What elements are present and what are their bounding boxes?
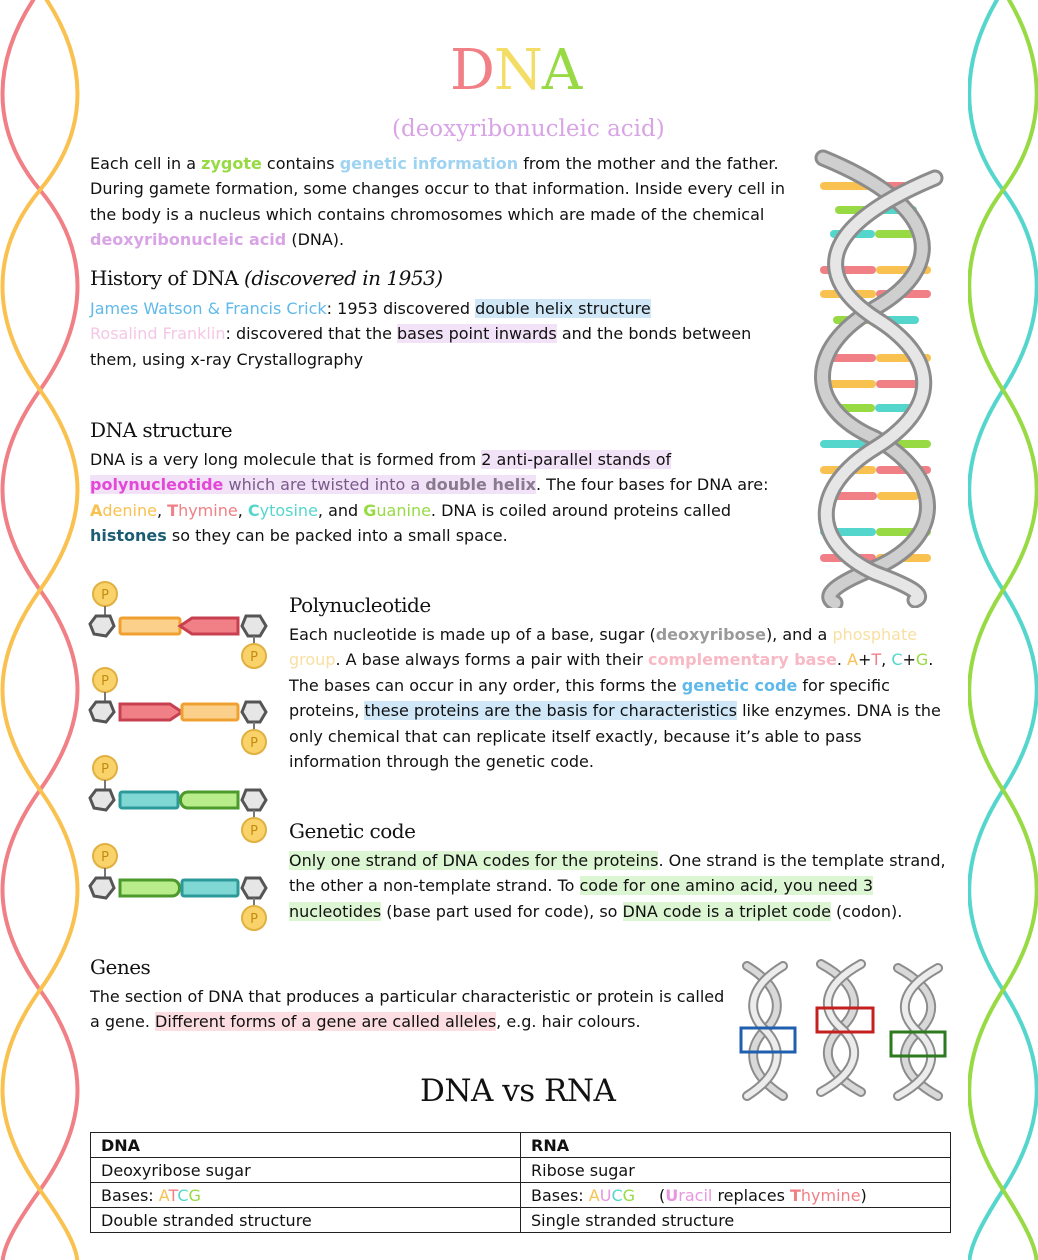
- phosphate-label: P: [250, 912, 258, 927]
- nucleotide-pair-4: [90, 844, 266, 930]
- term-zygote: zygote: [201, 154, 262, 173]
- table-cell: Ribose sugar: [521, 1158, 951, 1183]
- structure-text: . The four bases for DNA are:: [536, 475, 769, 495]
- table-cell: Deoxyribose sugar: [91, 1158, 521, 1183]
- phosphate-label: P: [101, 588, 109, 603]
- polynucleotide-text: like enzymes. DNA is the only chemical that can replicate itself exactly, because it’s able to pass information through the genetic code.: [289, 701, 941, 772]
- replaces-text: replaces: [712, 1185, 790, 1205]
- uracil-rest: racil: [678, 1185, 713, 1205]
- nucleotide-pair-2: [90, 668, 266, 754]
- intro-paragraph: [90, 151, 795, 253]
- base-guanine-initial: G: [363, 500, 377, 520]
- title-letter-a: A: [541, 38, 582, 103]
- term-genetic-information: genetic information: [339, 154, 519, 173]
- polynucleotide-heading: Polynucleotide: [289, 593, 431, 617]
- term-phosphate-group: phosphate group: [289, 625, 918, 670]
- pair-t: T: [871, 650, 882, 670]
- history-heading-text: History of DNA: [90, 266, 245, 290]
- highlight-bases-inwards: bases point inwards: [397, 324, 557, 344]
- table-row: [91, 1183, 951, 1208]
- highlight-three-nucleotides: code for one amino acid, you need 3 nucleotides: [289, 876, 874, 921]
- highlight-triplet-code: DNA code is a triplet code: [622, 901, 831, 921]
- bases-label: Bases:: [531, 1185, 589, 1205]
- table-cell: Single stranded structure: [521, 1208, 951, 1233]
- intro-text: Each cell in a: [90, 154, 202, 173]
- phosphate-label: P: [101, 850, 109, 865]
- genetic-code-text: (codon).: [830, 901, 903, 921]
- left-wave-decoration: [0, 0, 80, 1260]
- helix-allele-2: [817, 964, 873, 1092]
- highlight-alleles: Different forms of a gene are called alleles: [155, 1012, 497, 1032]
- base-adenine-initial: A: [90, 500, 103, 520]
- title-letter-d: D: [450, 38, 494, 103]
- separator: ,: [881, 650, 892, 670]
- intro-text: (DNA).: [286, 230, 345, 250]
- base-cytosine-initial: C: [247, 500, 260, 520]
- genes-paragraph: [90, 984, 730, 1035]
- phosphate-label: P: [250, 824, 258, 839]
- table-row: [91, 1133, 951, 1158]
- genes-alleles-illustration: [735, 958, 955, 1103]
- nucleotide-pair-3: [90, 756, 266, 842]
- genetic-code-paragraph: [289, 848, 954, 924]
- separator: , and: [317, 500, 364, 520]
- pair-g: G: [915, 650, 929, 670]
- phosphate-label: P: [101, 674, 109, 689]
- highlight-double-helix: double helix structure: [475, 299, 651, 318]
- term-deoxyribose: deoxyribose: [655, 625, 766, 644]
- thymine-rest: hymine: [800, 1185, 861, 1205]
- pair-plus: +: [902, 650, 916, 670]
- genes-text: , e.g. hair colours.: [496, 1012, 641, 1032]
- base-g: G: [188, 1185, 201, 1205]
- phosphate-label: P: [101, 762, 109, 777]
- history-heading-date: (discovered in 1953): [244, 266, 443, 290]
- highlight-proteins-characteristics: these proteins are the basis for characteristics: [364, 701, 738, 721]
- paren: ): [860, 1185, 867, 1205]
- right-wave-decoration: [968, 0, 1038, 1260]
- term-complementary-base: complementary base: [648, 650, 837, 670]
- comparison-heading: DNA vs RNA: [420, 1073, 616, 1109]
- genes-heading: Genes: [90, 955, 151, 979]
- helix-allele-1: [741, 966, 795, 1096]
- table-cell-dna-bases: [91, 1183, 521, 1208]
- pair-a: A: [847, 650, 858, 670]
- base-a: A: [158, 1185, 169, 1205]
- genetic-code-text: . One strand is the template strand, the other a non-template strand. To: [289, 851, 946, 896]
- polynucleotide-text: Each nucleotide is made up of a base, sugar (: [289, 625, 656, 644]
- polynucleotide-text: for specific proteins,: [289, 675, 890, 721]
- polynucleotide-text: ), and a: [765, 625, 833, 644]
- structure-paragraph: [90, 447, 795, 549]
- term-genetic-code: genetic code: [681, 675, 798, 695]
- structure-text: so they can be packed into a small space.: [166, 526, 508, 546]
- page-title: [450, 38, 581, 103]
- phosphate-label: P: [250, 736, 258, 751]
- dna-double-helix-illustration: [805, 148, 947, 608]
- history-text: : 1953 discovered: [326, 299, 476, 318]
- term-polynucleotide: polynucleotide: [90, 475, 224, 495]
- name-watson-crick: James Watson & Francis Crick: [90, 299, 327, 318]
- table-cell-rna-bases: [521, 1183, 951, 1208]
- structure-text: DNA is a very long molecule that is formed from: [90, 450, 482, 469]
- table-row: [91, 1208, 951, 1233]
- base-c: C: [611, 1185, 623, 1205]
- separator: ,: [237, 500, 248, 520]
- right-wave-green: [969, 0, 1037, 1260]
- polynucleotide-text: . A base always forms a pair with their: [335, 650, 649, 670]
- polynucleotide-text: . The bases can occur in any order, this forms the: [289, 650, 934, 695]
- term-histones: histones: [90, 526, 167, 546]
- genetic-code-heading: Genetic code: [289, 819, 416, 843]
- table-header-rna: RNA: [521, 1133, 951, 1158]
- title-letter-n: N: [493, 38, 542, 103]
- base-thymine-initial: T: [167, 500, 179, 520]
- base-adenine: denine: [102, 500, 157, 520]
- base-t: T: [168, 1185, 178, 1205]
- base-c: C: [177, 1185, 189, 1205]
- base-guanine: uanine: [376, 500, 431, 520]
- pair-plus: +: [857, 650, 872, 670]
- nucleotide-pairs-illustration: [88, 578, 273, 933]
- polynucleotide-text: .: [836, 650, 847, 670]
- uracil-initial: U: [665, 1185, 679, 1205]
- term-deoxyribonucleic-acid: deoxyribonucleic acid: [90, 230, 287, 250]
- table-row: [91, 1158, 951, 1183]
- base-a: A: [588, 1185, 600, 1205]
- genes-text: The section of DNA that produces a particular characteristic or protein is called a gene.: [90, 987, 725, 1032]
- base-g: G: [622, 1185, 636, 1205]
- thymine-initial: T: [789, 1185, 801, 1205]
- subtitle: (deoxyribonucleic acid): [392, 116, 665, 142]
- structure-text: . DNA is coiled around proteins called: [430, 500, 731, 520]
- table-header-dna: DNA: [91, 1133, 521, 1158]
- history-text: and the bonds between them, using x-ray Crystallography: [90, 324, 752, 369]
- separator: ,: [156, 500, 168, 520]
- base-cytosine: ytosine: [259, 500, 318, 520]
- history-paragraph: [90, 296, 790, 372]
- highlight-twisted: which are twisted into a: [223, 475, 426, 495]
- highlight-anti-parallel: 2 anti-parallel stands of: [481, 450, 672, 469]
- bases-label: Bases:: [101, 1185, 159, 1205]
- history-text: : discovered that the: [225, 324, 398, 344]
- name-franklin: Rosalind Franklin: [90, 324, 226, 344]
- base-thymine: hymine: [178, 500, 238, 520]
- intro-text: from the mother and the father. During gamete formation, some changes occur to that information. Inside every cell in the body is a nucleus which contains chromosomes which are made of the chemical: [90, 154, 785, 224]
- term-double-helix: double helix: [425, 475, 536, 495]
- structure-heading: DNA structure: [90, 418, 233, 442]
- paren: (: [659, 1185, 666, 1205]
- highlight-one-strand: Only one strand of DNA codes for the proteins: [289, 851, 659, 870]
- pair-c: C: [891, 650, 903, 670]
- helix-allele-3: [891, 968, 945, 1096]
- intro-text: contains: [261, 154, 340, 173]
- history-heading: [90, 266, 443, 290]
- phosphate-label: P: [250, 650, 258, 665]
- table-cell: Double stranded structure: [91, 1208, 521, 1233]
- left-wave-orange: [3, 0, 78, 1260]
- dna-rna-comparison-table: [90, 1132, 951, 1233]
- nucleotide-pair-1: [90, 582, 266, 668]
- genetic-code-text: (base part used for code), so: [381, 901, 623, 921]
- base-u: U: [599, 1185, 612, 1205]
- polynucleotide-paragraph: [289, 622, 949, 774]
